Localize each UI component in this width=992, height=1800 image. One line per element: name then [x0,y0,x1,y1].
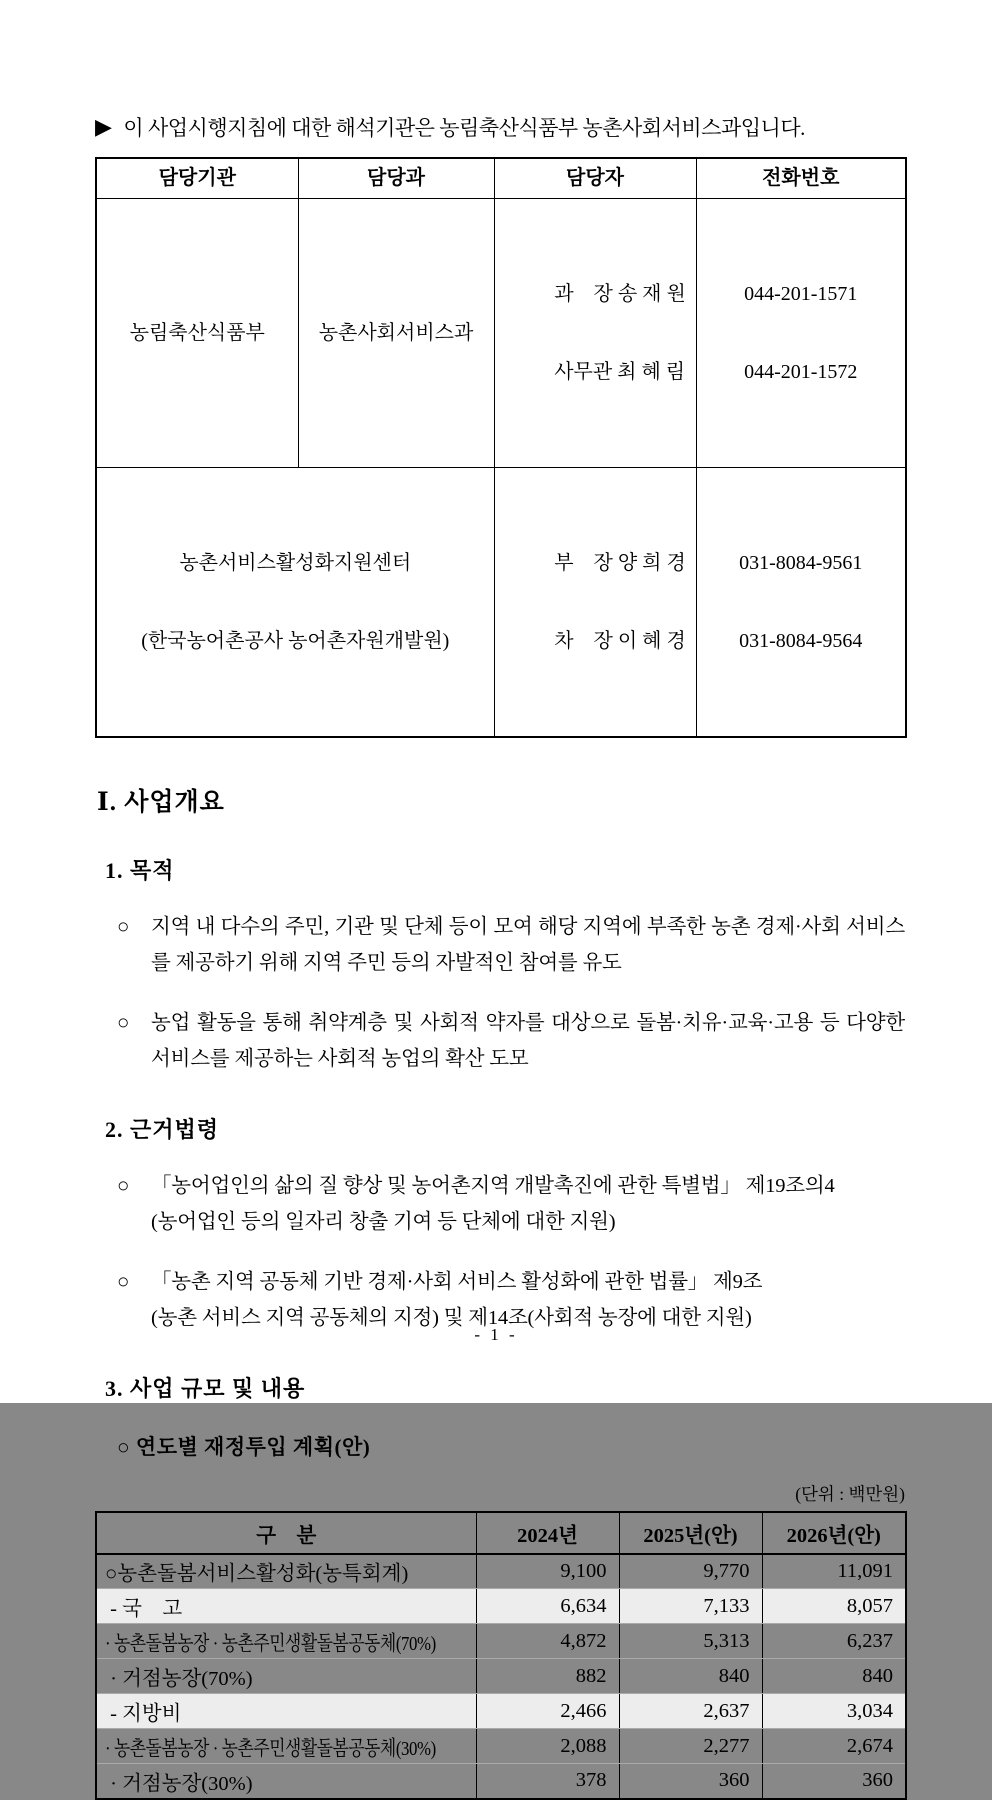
legal-bullet-2-line2: (농촌 서비스 지역 공동체의 지정) 및 제14조(사회적 농장에 대한 지원) [151,1306,752,1329]
budget-table [95,1511,907,1800]
unit-note: (단위 : 백만원) [795,1483,905,1504]
legal-heading: 2. 근거법령 [105,1116,220,1142]
contact-person-line: 부 장 양 희 경 [554,551,686,574]
budget-header-category: 구 분 [96,1512,476,1554]
purpose-bullet-1 [117,909,905,981]
budget-value-2024: 882 [476,1659,619,1694]
budget-row-care-farm-70 [96,1624,906,1659]
budget-header-2024: 2024년 [476,1512,619,1554]
section-1-heading: Ⅰ. 사업개요 [97,788,225,816]
contact-phones [696,467,906,737]
purpose-bullet-2-text: 농업 활동을 통해 취약계층 및 사회적 약자를 대상으로 돌봄·치유·교육·고용 등 다양한 서비스를 제공하는 사회적 농업의 확산 도모 [151,1011,905,1070]
circle-bullet-icon: ○ [117,915,130,938]
budget-value-2026: 6,237 [762,1624,906,1659]
contact-header-org: 담당기관 [96,158,298,198]
purpose-bullet-2 [117,1005,905,1077]
legal-bullet-1-text [151,1168,905,1240]
contact-dept: 농촌사회서비스과 [298,198,494,467]
circle-bullet-icon: ○ [117,1174,130,1197]
contact-phone-line: 044-201-1571 [744,282,858,305]
budget-row-total [96,1554,906,1589]
budget-row-label: ○농촌돌봄서비스활성화(농특회계) [96,1554,476,1589]
budget-value-2024: 2,466 [476,1694,619,1729]
circle-bullet-icon: ○ [117,1270,130,1293]
budget-row-hub-farm-70 [96,1659,906,1694]
contact-person-line: 사무관 최 혜 림 [554,360,686,383]
contact-header-row [96,158,906,198]
budget-value-2025: 360 [619,1764,762,1799]
contact-persons [494,198,696,467]
budget-value-2026: 11,091 [762,1554,906,1589]
budget-value-2025: 2,637 [619,1694,762,1729]
purpose-bullet-1-text: 지역 내 다수의 주민, 기관 및 단체 등이 모여 해당 지역에 부족한 농촌 경제·사회 서비스를 제공하기 위해 지역 주민 등의 자발적인 참여를 유도 [151,915,905,974]
contact-header-dept: 담당과 [298,158,494,198]
contact-row-ministry [96,198,906,467]
circle-bullet-icon: ○ [117,1011,130,1034]
budget-row-label-text: · 농촌돌봄농장 · 농촌주민생활돌봄공동체(30%) [105,1738,436,1760]
contact-table [95,157,907,738]
legal-bullet-2-line1: 「농촌 지역 공동체 기반 경제·사회 서비스 활성화에 관한 법률」 제9조 [151,1270,763,1293]
page-number: - 1 - [474,1325,518,1344]
budget-header-2025: 2025년(안) [619,1512,762,1554]
contact-phones [696,198,906,467]
contact-phone-line: 031-8084-9561 [739,551,863,574]
budget-value-2025: 840 [619,1659,762,1694]
budget-value-2024: 9,100 [476,1554,619,1589]
contact-persons [494,467,696,737]
budget-value-2024: 2,088 [476,1729,619,1764]
budget-row-national [96,1589,906,1624]
budget-value-2026: 8,057 [762,1589,906,1624]
budget-row-hub-farm-30 [96,1764,906,1799]
contact-center-org-line: 농촌서비스활성화지원센터 [179,551,412,574]
purpose-heading: 1. 목적 [105,857,175,883]
contact-header-person: 담당자 [494,158,696,198]
budget-value-2026: 3,034 [762,1694,906,1729]
contact-center-org-line: (한국농어촌공사 농어촌자원개발원) [141,629,450,652]
budget-value-2026: 2,674 [762,1729,906,1764]
budget-plan-subtitle: ○ 연도별 재정투입 계획(안) [117,1434,371,1459]
legal-bullet-1 [117,1168,905,1240]
document-content [95,112,905,1800]
budget-value-2024: 6,634 [476,1589,619,1624]
budget-value-2025: 7,133 [619,1589,762,1624]
contact-org: 농림축산식품부 [96,198,298,467]
budget-row-local [96,1694,906,1729]
interpretation-note-text: 이 사업시행지침에 대한 해석기관은 농림축산식품부 농촌사회서비스과입니다. [123,116,805,140]
budget-row-label: - 국 고 [96,1589,476,1624]
budget-header-2026: 2026년(안) [762,1512,906,1554]
contact-row-center [96,467,906,737]
budget-value-2024: 378 [476,1764,619,1799]
budget-row-label-text: · 농촌돌봄농장 · 농촌주민생활돌봄공동체(70%) [105,1633,436,1655]
interpretation-note [95,112,905,142]
budget-row-label: · 거점농장(30%) [96,1764,476,1799]
budget-value-2024: 4,872 [476,1624,619,1659]
budget-row-label: · 거점농장(70%) [96,1659,476,1694]
budget-value-2026: 840 [762,1659,906,1694]
budget-row-label: - 지방비 [96,1694,476,1729]
arrow-right-icon: ▶ [95,114,112,139]
budget-row-care-farm-30 [96,1729,906,1764]
budget-row-label [96,1729,476,1764]
budget-value-2025: 2,277 [619,1729,762,1764]
budget-value-2025: 5,313 [619,1624,762,1659]
contact-phone-line: 031-8084-9564 [739,629,863,652]
contact-person-line: 과 장 송 재 원 [554,282,686,305]
budget-row-label [96,1624,476,1659]
contact-person-line: 차 장 이 혜 경 [554,629,686,652]
budget-value-2026: 360 [762,1764,906,1799]
contact-header-phone: 전화번호 [696,158,906,198]
legal-bullet-1-line1: 「농어업인의 삶의 질 향상 및 농어촌지역 개발촉진에 관한 특별법」 제19조의4 [151,1174,835,1197]
budget-header-row [96,1512,906,1554]
contact-phone-line: 044-201-1572 [744,360,858,383]
scale-heading: 3. 사업 규모 및 내용 [105,1375,306,1401]
budget-value-2025: 9,770 [619,1554,762,1589]
legal-bullet-1-line2: (농어업인 등의 일자리 창출 기여 등 단체에 대한 지원) [151,1210,616,1233]
contact-center-org [96,467,494,737]
